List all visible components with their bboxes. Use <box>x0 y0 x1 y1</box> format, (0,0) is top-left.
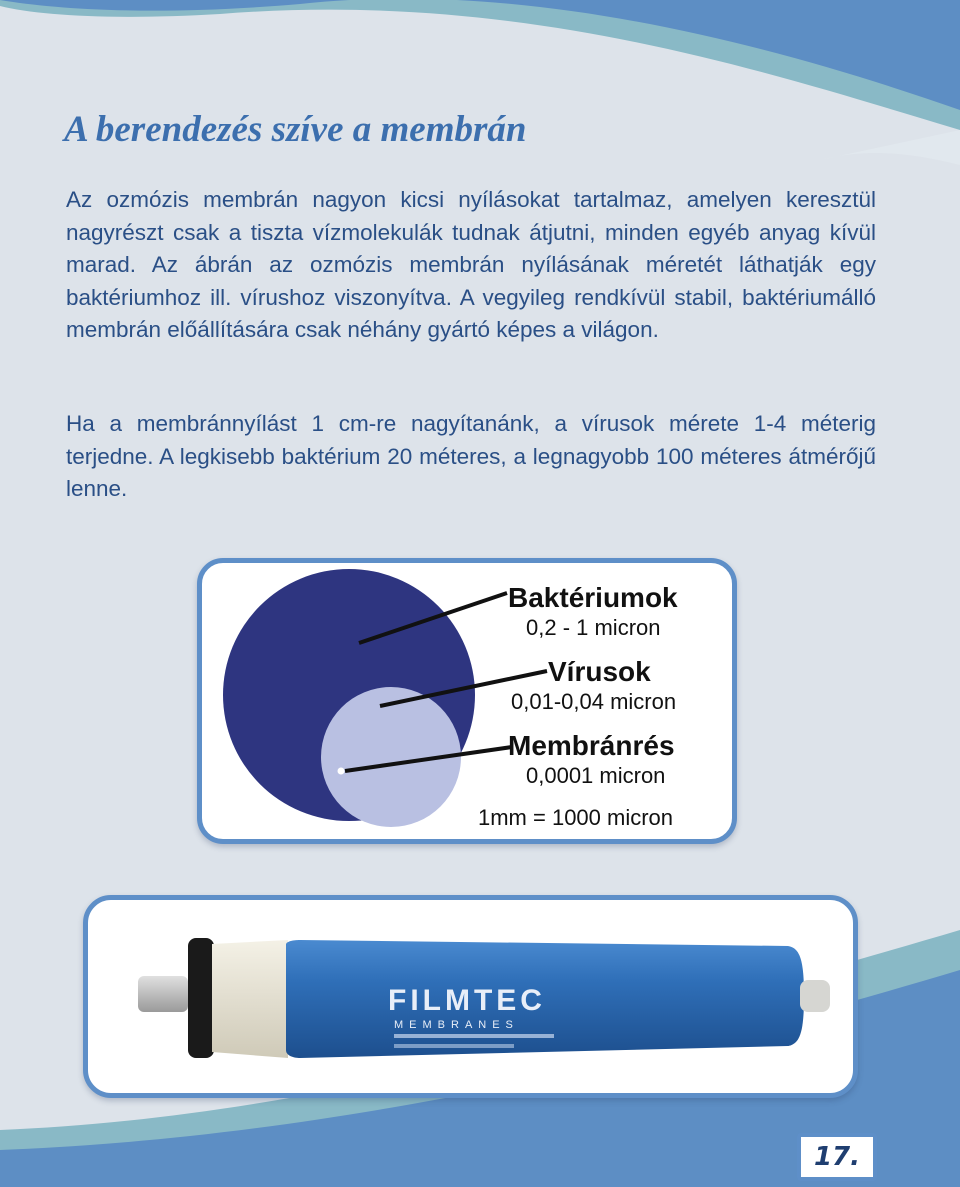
membrane-label: Membránrés <box>508 730 675 761</box>
scale-note: 1mm = 1000 micron <box>478 805 674 830</box>
brand-subtitle: MEMBRANES <box>394 1019 519 1031</box>
brand-name: FILMTEC <box>388 984 546 1017</box>
page-number: 17. <box>813 1142 861 1172</box>
rubber-seal <box>188 938 214 1058</box>
intro-paragraph: Az ozmózis membrán nagyon kicsi nyílásokat tartalmaz, amelyen keresztül nagyrészt csak a tiszta vízmolekulák tudnak átjutni, minden egyéb anyag kívül marad. Az ábrán az ozmózis membrán nyílásának méretét láthatják egy baktériumhoz ill. vírushoz viszonyítva. A vegyileg rendkívül stabil, baktériumálló membrán előállítására csak néhány gyártó képes a világon. <box>66 187 876 342</box>
label-strip-2 <box>394 1044 514 1048</box>
size-comparison-diagram <box>197 558 737 844</box>
membrane-pore-dot <box>338 768 345 775</box>
membrane-cartridge-photo <box>83 895 858 1098</box>
page-title: A berendezés szíve a membrán <box>64 109 527 150</box>
inlet-nozzle <box>138 976 188 1012</box>
bacteria-label: Baktériumok <box>508 582 678 613</box>
virus-size: 0,01-0,04 micron <box>511 689 677 714</box>
end-cap <box>212 940 288 1058</box>
membrane-size: 0,0001 micron <box>526 763 666 788</box>
page-number-box <box>797 1133 877 1181</box>
virus-label: Vírusok <box>548 656 651 687</box>
label-strip <box>394 1034 554 1038</box>
outlet-nozzle <box>800 980 830 1012</box>
scale-paragraph: Ha a membránnyílást 1 cm-re nagyítanánk, a vírusok mérete 1-4 méterig terjedne. A legkisebb baktérium 20 méteres, a legnagyobb 100 méteres átmérőjű lenne. <box>66 411 876 501</box>
bacteria-size: 0,2 - 1 micron <box>526 615 661 640</box>
